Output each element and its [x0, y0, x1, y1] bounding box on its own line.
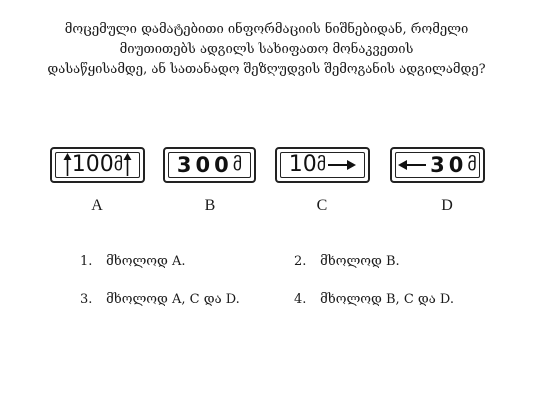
answer-text: მხოლოდ B, C და D. — [320, 292, 454, 307]
question-text — [20, 20, 513, 80]
arrow-up-icon — [63, 153, 72, 177]
arrow-right-icon — [328, 159, 356, 171]
arrow-up-icon — [123, 153, 132, 177]
sign-label-b: B — [204, 197, 216, 214]
sign-c-unit: მ — [316, 154, 327, 175]
answer-number: 3. — [80, 292, 93, 307]
answer-text: მხოლოდ A, C და D. — [106, 292, 240, 307]
sign-label-c: C — [316, 197, 328, 214]
question-line-2: მიუთითებს ადგილს სახიფათო მონაკვეთის — [119, 42, 414, 57]
sign-c-number: 10 — [288, 152, 317, 177]
sign-a-number: 100 — [71, 152, 114, 177]
sign-d[interactable] — [390, 147, 485, 183]
arrow-left-icon — [398, 159, 426, 171]
question-line-3: დასაწყისამდე, ან სათანადო შეზღუდვის შემოგანის ადგილამდე? — [47, 62, 486, 77]
sign-b-unit: მ — [232, 154, 243, 175]
sign-b[interactable] — [163, 147, 256, 183]
sign-d-number: 30 — [430, 152, 468, 177]
sign-a-unit: მ — [113, 154, 124, 175]
sign-label-a: A — [91, 197, 103, 214]
sign-label-d: D — [441, 197, 453, 214]
sign-d-unit: მ — [467, 154, 477, 175]
answer-number: 4. — [294, 292, 307, 307]
answer-number: 2. — [294, 254, 307, 269]
answer-option-3[interactable] — [80, 292, 240, 307]
sign-c[interactable] — [275, 147, 370, 183]
sign-b-number: 300 — [176, 152, 233, 177]
question-line-1: მოცემული დამატებითი ინფორმაციის ნიშნებიდან, რომელი — [64, 22, 469, 37]
answer-option-2[interactable] — [294, 254, 400, 269]
answer-number: 1. — [80, 254, 93, 269]
answer-option-4[interactable] — [294, 292, 454, 307]
sign-a[interactable] — [50, 147, 145, 183]
answer-text: მხოლოდ A. — [106, 254, 186, 269]
answer-text: მხოლოდ B. — [320, 254, 400, 269]
answer-option-1[interactable] — [80, 254, 186, 269]
